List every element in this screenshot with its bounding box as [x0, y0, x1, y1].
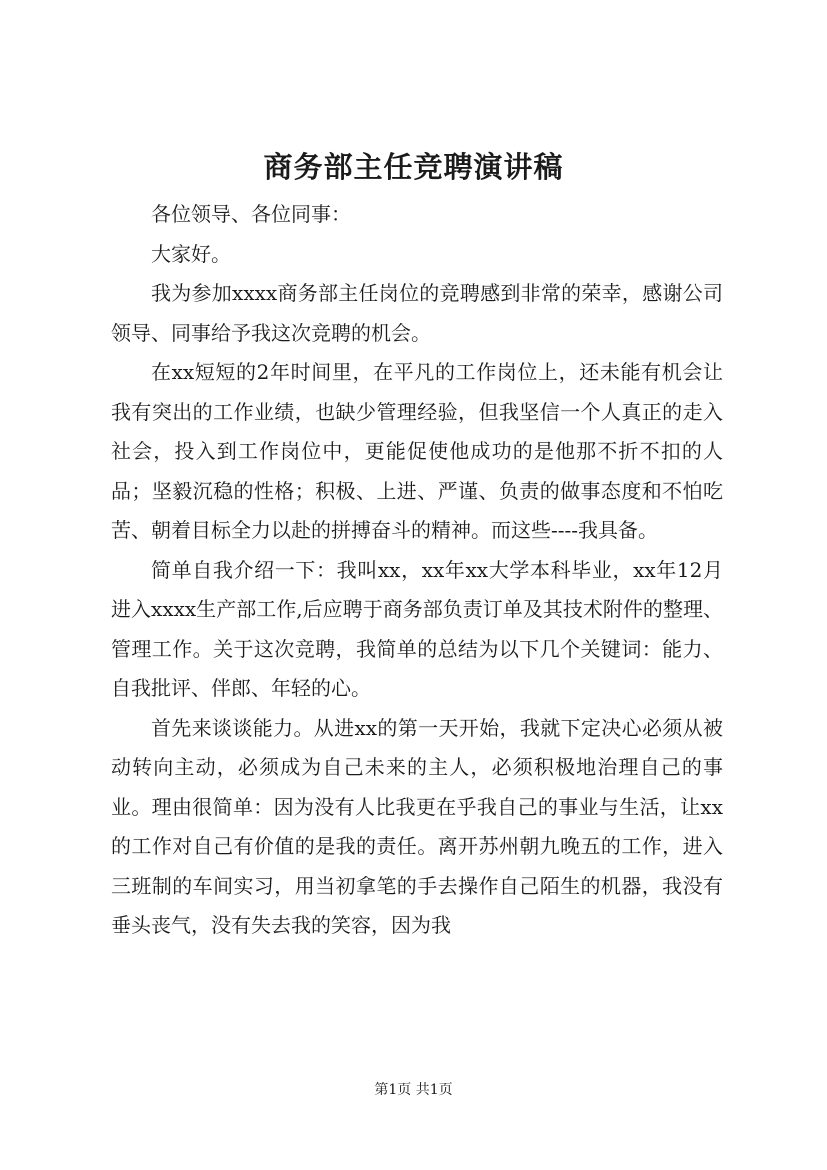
document-body — [111, 195, 723, 946]
page-footer: 第1页 共1页 — [374, 1082, 453, 1098]
paragraph-hello: 大家好。 — [151, 241, 231, 266]
paragraph-intro: 我为参加xxxx商务部主任岗位的竞聘感到非常的荣幸，感谢公司领导、同事给予我这次竞聘的机会。 — [111, 281, 723, 345]
paragraph-experience: 在xx短短的2年时间里，在平凡的工作岗位上，还未能有机会让我有突出的工作业绩，也缺少管理经验，但我坚信一个人真正的走入社会，投入到工作岗位中，更能促使他成功的是他那不折不扣的人品；坚毅沉稳的性格；积极、上进、严谨、负责的做事态度和不怕吃苦、朝着目标全力以赴的拼搏奋斗的精神。而这些----我具备。 — [111, 360, 723, 542]
paragraph-greeting: 各位领导、各位同事： — [151, 202, 351, 226]
paragraph-self-introduction: 简单自我介绍一下：我叫xx，xx年xx大学本科毕业，xx年12月进入xxxx生产部工作,后应聘于商务部负责订单及其技术附件的整理、管理工作。关于这次竞聘，我简单的总结为以下几个关键词：能力、自我批评、伴郎、年轻的心。 — [111, 557, 723, 700]
document-title: 商务部主任竞聘演讲稿 — [263, 150, 564, 184]
paragraph-ability: 首先来谈谈能力。从进xx的第一天开始，我就下定决心必须从被动转向主动，必须成为自己未来的主人，必须积极地治理自己的事业。理由很简单：因为没有人比我更在乎我自己的事业与生活，让xx的工作对自己有价值的是我的责任。离开苏州朝九晚五的工作，进入三班制的车间实习，用当初拿笔的手去操作自己陌生的机器，我没有垂头丧气，没有失去我的笑容，因为我 — [111, 715, 723, 937]
